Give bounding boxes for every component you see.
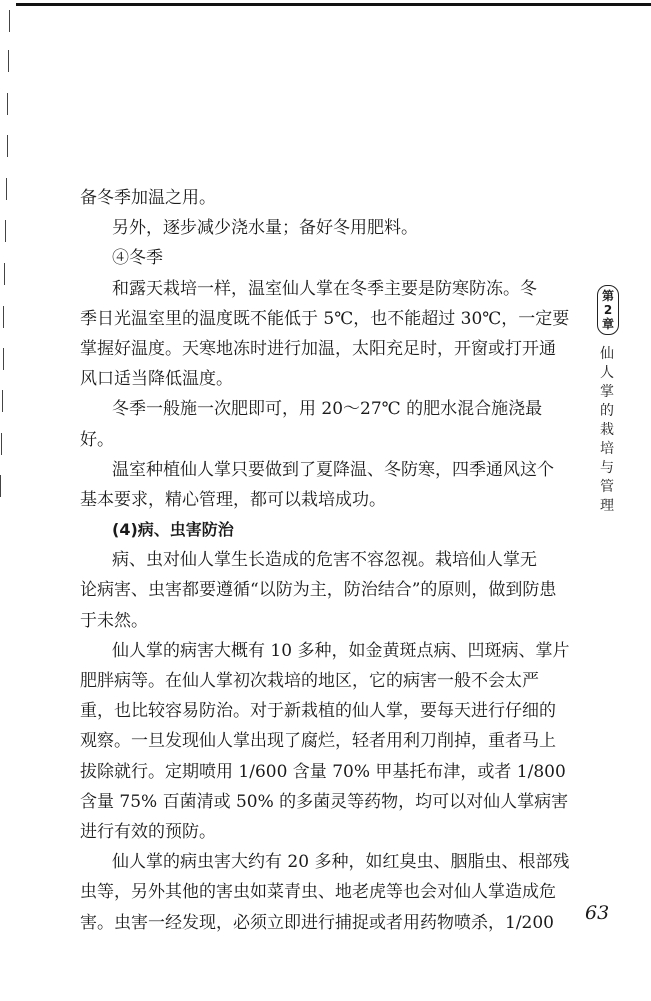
binding-mark	[9, 10, 10, 32]
text-line: 虫等，另外其他的害虫如菜青虫、地老虎等也会对仙人掌造成危	[80, 882, 556, 903]
body-text	[80, 183, 590, 938]
chapter-title-char: 人	[600, 365, 614, 381]
binding-mark	[6, 178, 7, 200]
text-line: 重，也比较容易防治。对于新栽植的仙人掌，要每天进行仔细的	[80, 701, 556, 722]
binding-mark	[3, 348, 4, 370]
text-line: 好。	[80, 429, 114, 450]
text-line: ④冬季	[112, 248, 163, 269]
chapter-side-tab	[597, 285, 623, 516]
chapter-title-char: 的	[600, 403, 614, 419]
binding-mark	[3, 306, 4, 328]
chapter-title	[597, 345, 617, 516]
section-heading: (4)病、虫害防治	[112, 520, 234, 540]
text-line: 于未然。	[80, 610, 148, 631]
top-rule	[16, 3, 651, 6]
chapter-title-char: 与	[600, 460, 614, 476]
text-line: 肥胖病等。在仙人掌初次栽培的地区，它的病害一般不会太严	[80, 671, 539, 691]
text-line: 温室种植仙人掌只要做到了夏降温、冬防寒，四季通风这个	[112, 459, 554, 480]
text-line: 和露天栽培一样，温室仙人掌在冬季主要是防寒防冻。冬	[112, 278, 537, 299]
chapter-title-char: 管	[600, 479, 614, 495]
binding-mark	[7, 93, 8, 115]
text-line: 风口适当降低温度。	[80, 369, 233, 390]
binding-mark	[7, 135, 8, 157]
chapter-badge-number: 2	[603, 303, 613, 317]
chapter-title-char: 培	[600, 441, 614, 457]
text-line: 另外，逐步减少浇水量；备好冬用肥料。	[112, 218, 418, 239]
text-line: 观察。一旦发现仙人掌出现了腐烂，轻者用利刀削掉，重者马上	[80, 731, 556, 752]
chapter-title-char: 掌	[600, 384, 614, 400]
page-number: 63	[585, 902, 610, 924]
binding-mark	[2, 390, 3, 412]
chapter-title-char: 仙	[600, 346, 614, 362]
text-line: 掌握好温度。天寒地冻时进行加温，太阳充足时，开窗或打开通	[80, 338, 556, 359]
text-line: 病、虫对仙人掌生长造成的危害不容忽视。栽培仙人掌无	[112, 550, 537, 571]
chapter-badge-char: 章	[601, 317, 614, 331]
text-line: 害。虫害一经发现，必须立即进行捕捉或者用药物喷杀，1/200	[80, 912, 554, 933]
binding-mark	[0, 475, 1, 497]
text-line: 含量 75% 百菌清或 50% 的多菌灵等药物，均可以对仙人掌病害	[80, 791, 569, 812]
text-line: 进行有效的预防。	[80, 821, 216, 842]
text-line: 论病害、虫害都要遵循“以防为主，防治结合”的原则，做到防患	[80, 580, 557, 601]
text-line: 冬季一般施一次肥即可，用 20～27℃ 的肥水混合施浇最	[112, 399, 543, 420]
text-line: 仙人掌的病虫害大约有 20 多种，如红臭虫、胭脂虫、根部残	[112, 852, 570, 873]
chapter-title-char: 栽	[600, 422, 614, 438]
binding-mark	[8, 50, 9, 72]
text-line: 备冬季加温之用。	[80, 188, 216, 208]
chapter-badge	[597, 285, 619, 335]
text-line: 季日光温室里的温度既不能低于 5℃，也不能超过 30℃，一定要	[80, 308, 570, 329]
binding-marks	[0, 8, 12, 508]
text-line: 仙人掌的病害大概有 10 多种，如金黄斑点病、凹斑病、掌片	[112, 640, 570, 661]
text-line: 基本要求，精心管理，都可以栽培成功。	[80, 489, 386, 510]
chapter-title-char: 理	[600, 498, 614, 514]
binding-mark	[4, 263, 5, 285]
binding-mark	[5, 220, 6, 242]
text-line: 拔除就行。定期喷用 1/600 含量 70% 甲基托布津，或者 1/800	[80, 761, 566, 782]
binding-mark	[1, 433, 2, 455]
chapter-badge-char: 第	[601, 289, 614, 303]
